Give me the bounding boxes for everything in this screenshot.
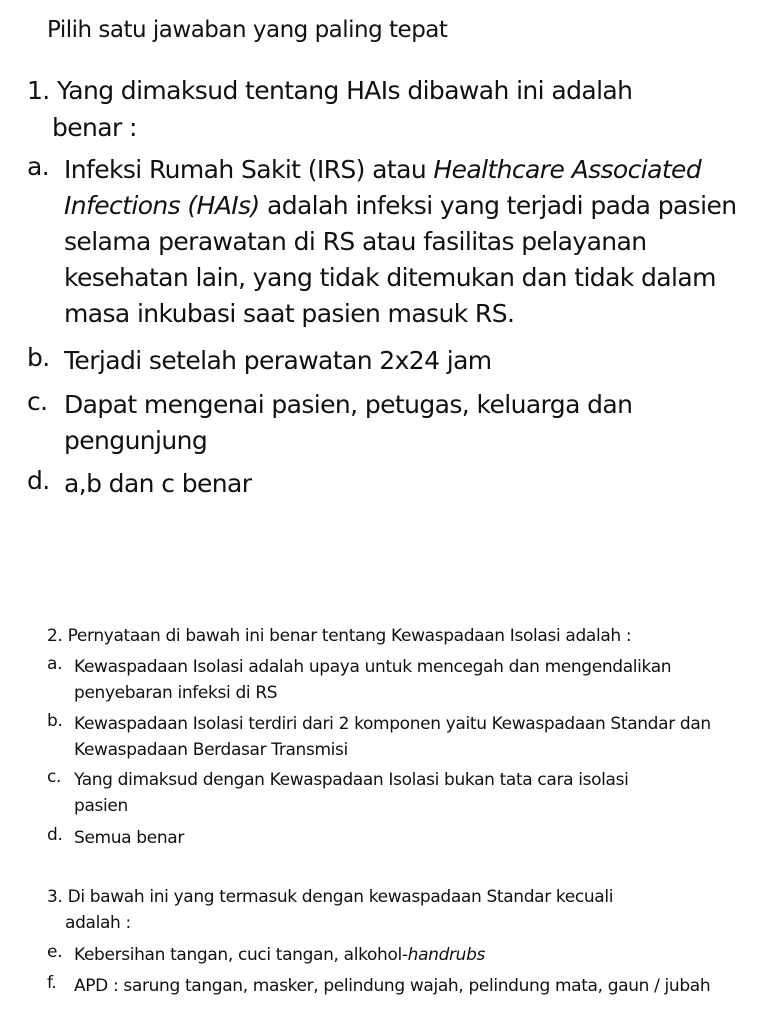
option-marker: f. [47,973,57,993]
option-text: Semua benar [74,828,184,848]
option-marker: e. [47,942,63,962]
question-1-stem-continued: benar : [52,113,137,142]
option-text [74,942,744,968]
option-text-part: adalah infeksi yang terjadi pada pasien selama perawatan di RS atau fasilitas pelayanan kesehatan lain, yang tidak ditemukan dan tidak dalam masa inkubasi saat pasien masuk RS. [64,191,737,328]
option-text: Kewaspadaan Isolasi adalah upaya untuk mencegah dan mengendalikan penyebaran infeksi di RS [74,657,672,703]
option-text: Terjadi setelah perawatan 2x24 jam [64,346,492,375]
option-text: Dapat mengenai pasien, petugas, keluarga dan pengunjung [64,390,633,455]
option-marker: d. [27,466,50,495]
option-marker: a. [27,152,50,181]
option-text-part: Infeksi Rumah Sakit (IRS) atau [64,155,434,184]
option-marker: c. [27,387,48,416]
question-3-stem: 3. Di bawah ini yang termasuk dengan kewaspadaan Standar kecuali [47,887,614,907]
option-text-part: Kebersihan tangan, cuci tangan, alkohol- [74,945,408,965]
option-marker: c. [47,767,62,787]
instruction-text: Pilih satu jawaban yang paling tepat [47,17,448,43]
question-3-stem-continued: adalah : [65,913,131,933]
option-marker: d. [47,825,63,845]
option-text [64,152,754,332]
question-1-stem: 1. Yang dimaksud tentang HAIs dibawah ini adalah [27,76,633,105]
option-text-italic: handrubs [407,945,486,965]
option-marker: b. [47,711,63,731]
option-marker: a. [47,654,63,674]
option-text-italic: Healthcare Associated Infections (HAIs) [64,155,702,220]
option-text: a,b dan c benar [64,469,252,498]
option-marker: b. [27,343,50,372]
question-2-stem: 2. Pernyataan di bawah ini benar tentang Kewaspadaan Isolasi adalah : [47,626,632,646]
option-text: Kewaspadaan Isolasi terdiri dari 2 komponen yaitu Kewaspadaan Standar dan Kewaspadaan Berdasar Transmisi [74,714,711,760]
option-text: APD : sarung tangan, masker, pelindung wajah, pelindung mata, gaun / jubah [74,976,711,996]
option-text: Yang dimaksud dengan Kewaspadaan Isolasi bukan tata cara isolasi pasien [74,770,629,816]
